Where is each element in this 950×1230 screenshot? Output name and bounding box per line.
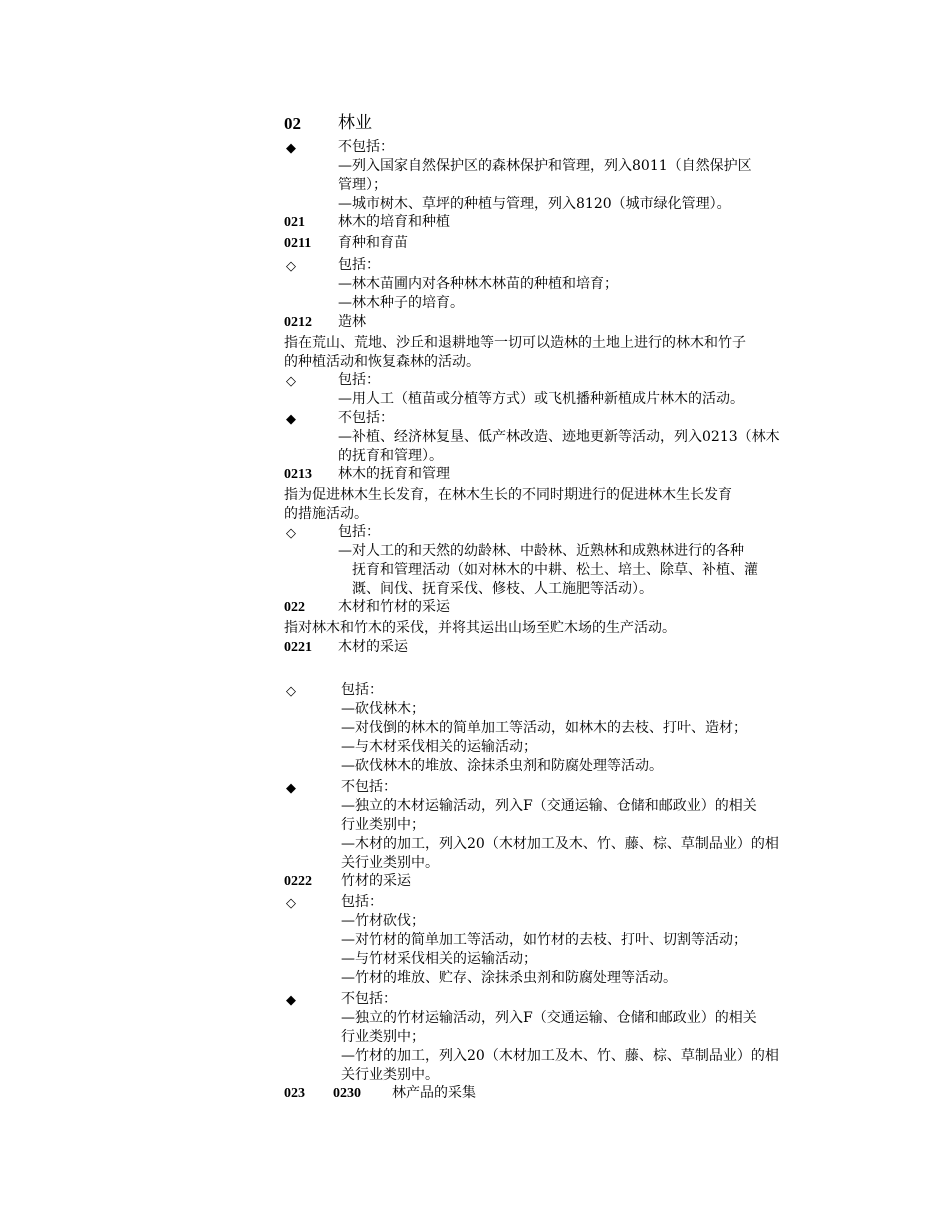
text-line: —独立的竹材运输活动，列入F（交通运输、仓储和邮政业）的相关 (341, 1010, 757, 1026)
text-line: —竹材砍伐； (341, 913, 425, 929)
description-line: 指在荒山、荒地、沙丘和退耕地等一切可以造林的土地上进行的林木和竹子 (284, 335, 746, 351)
text-line: —城市树木、草坪的种植与管理，列入8120（城市绿化管理）。 (338, 196, 731, 212)
exclude-diamond-icon: ◆ (286, 781, 296, 796)
text-line: —对人工的和天然的幼龄林、中龄林、近熟林和成熟林进行的各种 (338, 543, 744, 559)
include-label: 包括： (338, 372, 380, 388)
exclude-label: 不包括： (338, 410, 394, 426)
text-line: —林木苗圃内对各种林木林苗的种植和培育； (338, 276, 618, 292)
text-line: 关行业类别中。 (341, 1067, 439, 1083)
class-title: 木材和竹材的采运 (338, 599, 450, 615)
class-title: 木材的采运 (338, 639, 408, 655)
description-line: 指对林木和竹木的采伐，并将其运出山场至贮木场的生产活动。 (284, 620, 676, 636)
text-line: —对伐倒的林木的简单加工等活动，如林木的去枝、打叶、造材； (341, 720, 747, 736)
class-code: 022 (284, 600, 305, 615)
class-code: 0211 (284, 236, 312, 251)
text-line: —补植、经济林复垦、低产林改造、迹地更新等活动，列入0213（林木 (338, 429, 780, 445)
text-line: 关行业类别中。 (341, 855, 439, 871)
class-code: 0222 (284, 874, 312, 889)
text-line: —竹材的加工，列入20（木材加工及木、竹、藤、棕、草制品业）的相 (341, 1048, 779, 1064)
class-code: 0213 (284, 467, 312, 482)
text-line: —与竹材采伐相关的运输活动； (341, 951, 537, 967)
description-line: 的措施活动。 (284, 506, 368, 522)
exclude-label: 不包括： (338, 139, 394, 155)
class-title: 育种和育苗 (338, 235, 408, 251)
include-label: 包括： (338, 524, 380, 540)
description-line: 的种植活动和恢复森林的活动。 (284, 354, 480, 370)
class-title: 造林 (338, 314, 366, 330)
class-code: 0221 (284, 640, 312, 655)
include-label: 包括： (338, 257, 380, 273)
include-diamond-icon: ◇ (286, 684, 296, 699)
class-title: 竹材的采运 (341, 873, 411, 889)
include-diamond-icon: ◇ (286, 896, 296, 911)
class-title: 林产品的采集 (392, 1085, 476, 1101)
class-code: 0212 (284, 315, 312, 330)
text-line: 行业类别中； (341, 1029, 425, 1045)
text-line: 抚育和管理活动（如对林木的中耕、松土、培土、除草、补植、灌 (352, 562, 758, 578)
text-line: —独立的木材运输活动，列入F（交通运输、仓储和邮政业）的相关 (341, 798, 757, 814)
include-diamond-icon: ◇ (286, 259, 296, 274)
text-line: —竹材的堆放、贮存、涂抹杀虫剂和防腐处理等活动。 (341, 970, 677, 986)
include-diamond-icon: ◇ (286, 526, 296, 541)
include-label: 包括： (341, 682, 383, 698)
text-line: —对竹材的简单加工等活动，如竹材的去枝、打叶、切割等活动； (341, 932, 747, 948)
class-code: 021 (284, 215, 305, 230)
include-diamond-icon: ◇ (286, 374, 296, 389)
description-line: 指为促进林木生长发育，在林木生长的不同时期进行的促进林木生长发育 (284, 487, 732, 503)
text-line: 行业类别中； (341, 817, 425, 833)
class-title: 林木的培育和种植 (338, 214, 450, 230)
text-line: —与木材采伐相关的运输活动； (341, 739, 537, 755)
text-line: —用人工（植苗或分植等方式）或飞机播种新植成片林木的活动。 (338, 391, 744, 407)
section-code: 02 (284, 114, 301, 133)
exclude-label: 不包括： (341, 779, 397, 795)
text-line: —列入国家自然保护区的森林保护和管理，列入8011（自然保护区 (338, 158, 752, 174)
exclude-diamond-icon: ◆ (286, 141, 296, 156)
text-line: 溉、间伐、抚育采伐、修枝、人工施肥等活动）。 (352, 581, 653, 597)
exclude-label: 不包括： (341, 991, 397, 1007)
subclass-code: 0230 (333, 1086, 361, 1101)
text-line: 的抚育和管理）。 (338, 448, 443, 464)
exclude-diamond-icon: ◆ (286, 993, 296, 1008)
class-code: 023 (284, 1086, 305, 1101)
include-label: 包括： (341, 894, 383, 910)
text-line: —砍伐林木； (341, 701, 425, 717)
text-line: —砍伐林木的堆放、涂抹杀虫剂和防腐处理等活动。 (341, 758, 663, 774)
exclude-diamond-icon: ◆ (286, 412, 296, 427)
text-line: —木材的加工，列入20（木材加工及木、竹、藤、棕、草制品业）的相 (341, 836, 779, 852)
class-title: 林木的抚育和管理 (338, 466, 450, 482)
text-line: 管理）； (338, 177, 387, 193)
text-line: —林木种子的培育。 (338, 295, 464, 311)
section-title: 林业 (338, 113, 372, 133)
